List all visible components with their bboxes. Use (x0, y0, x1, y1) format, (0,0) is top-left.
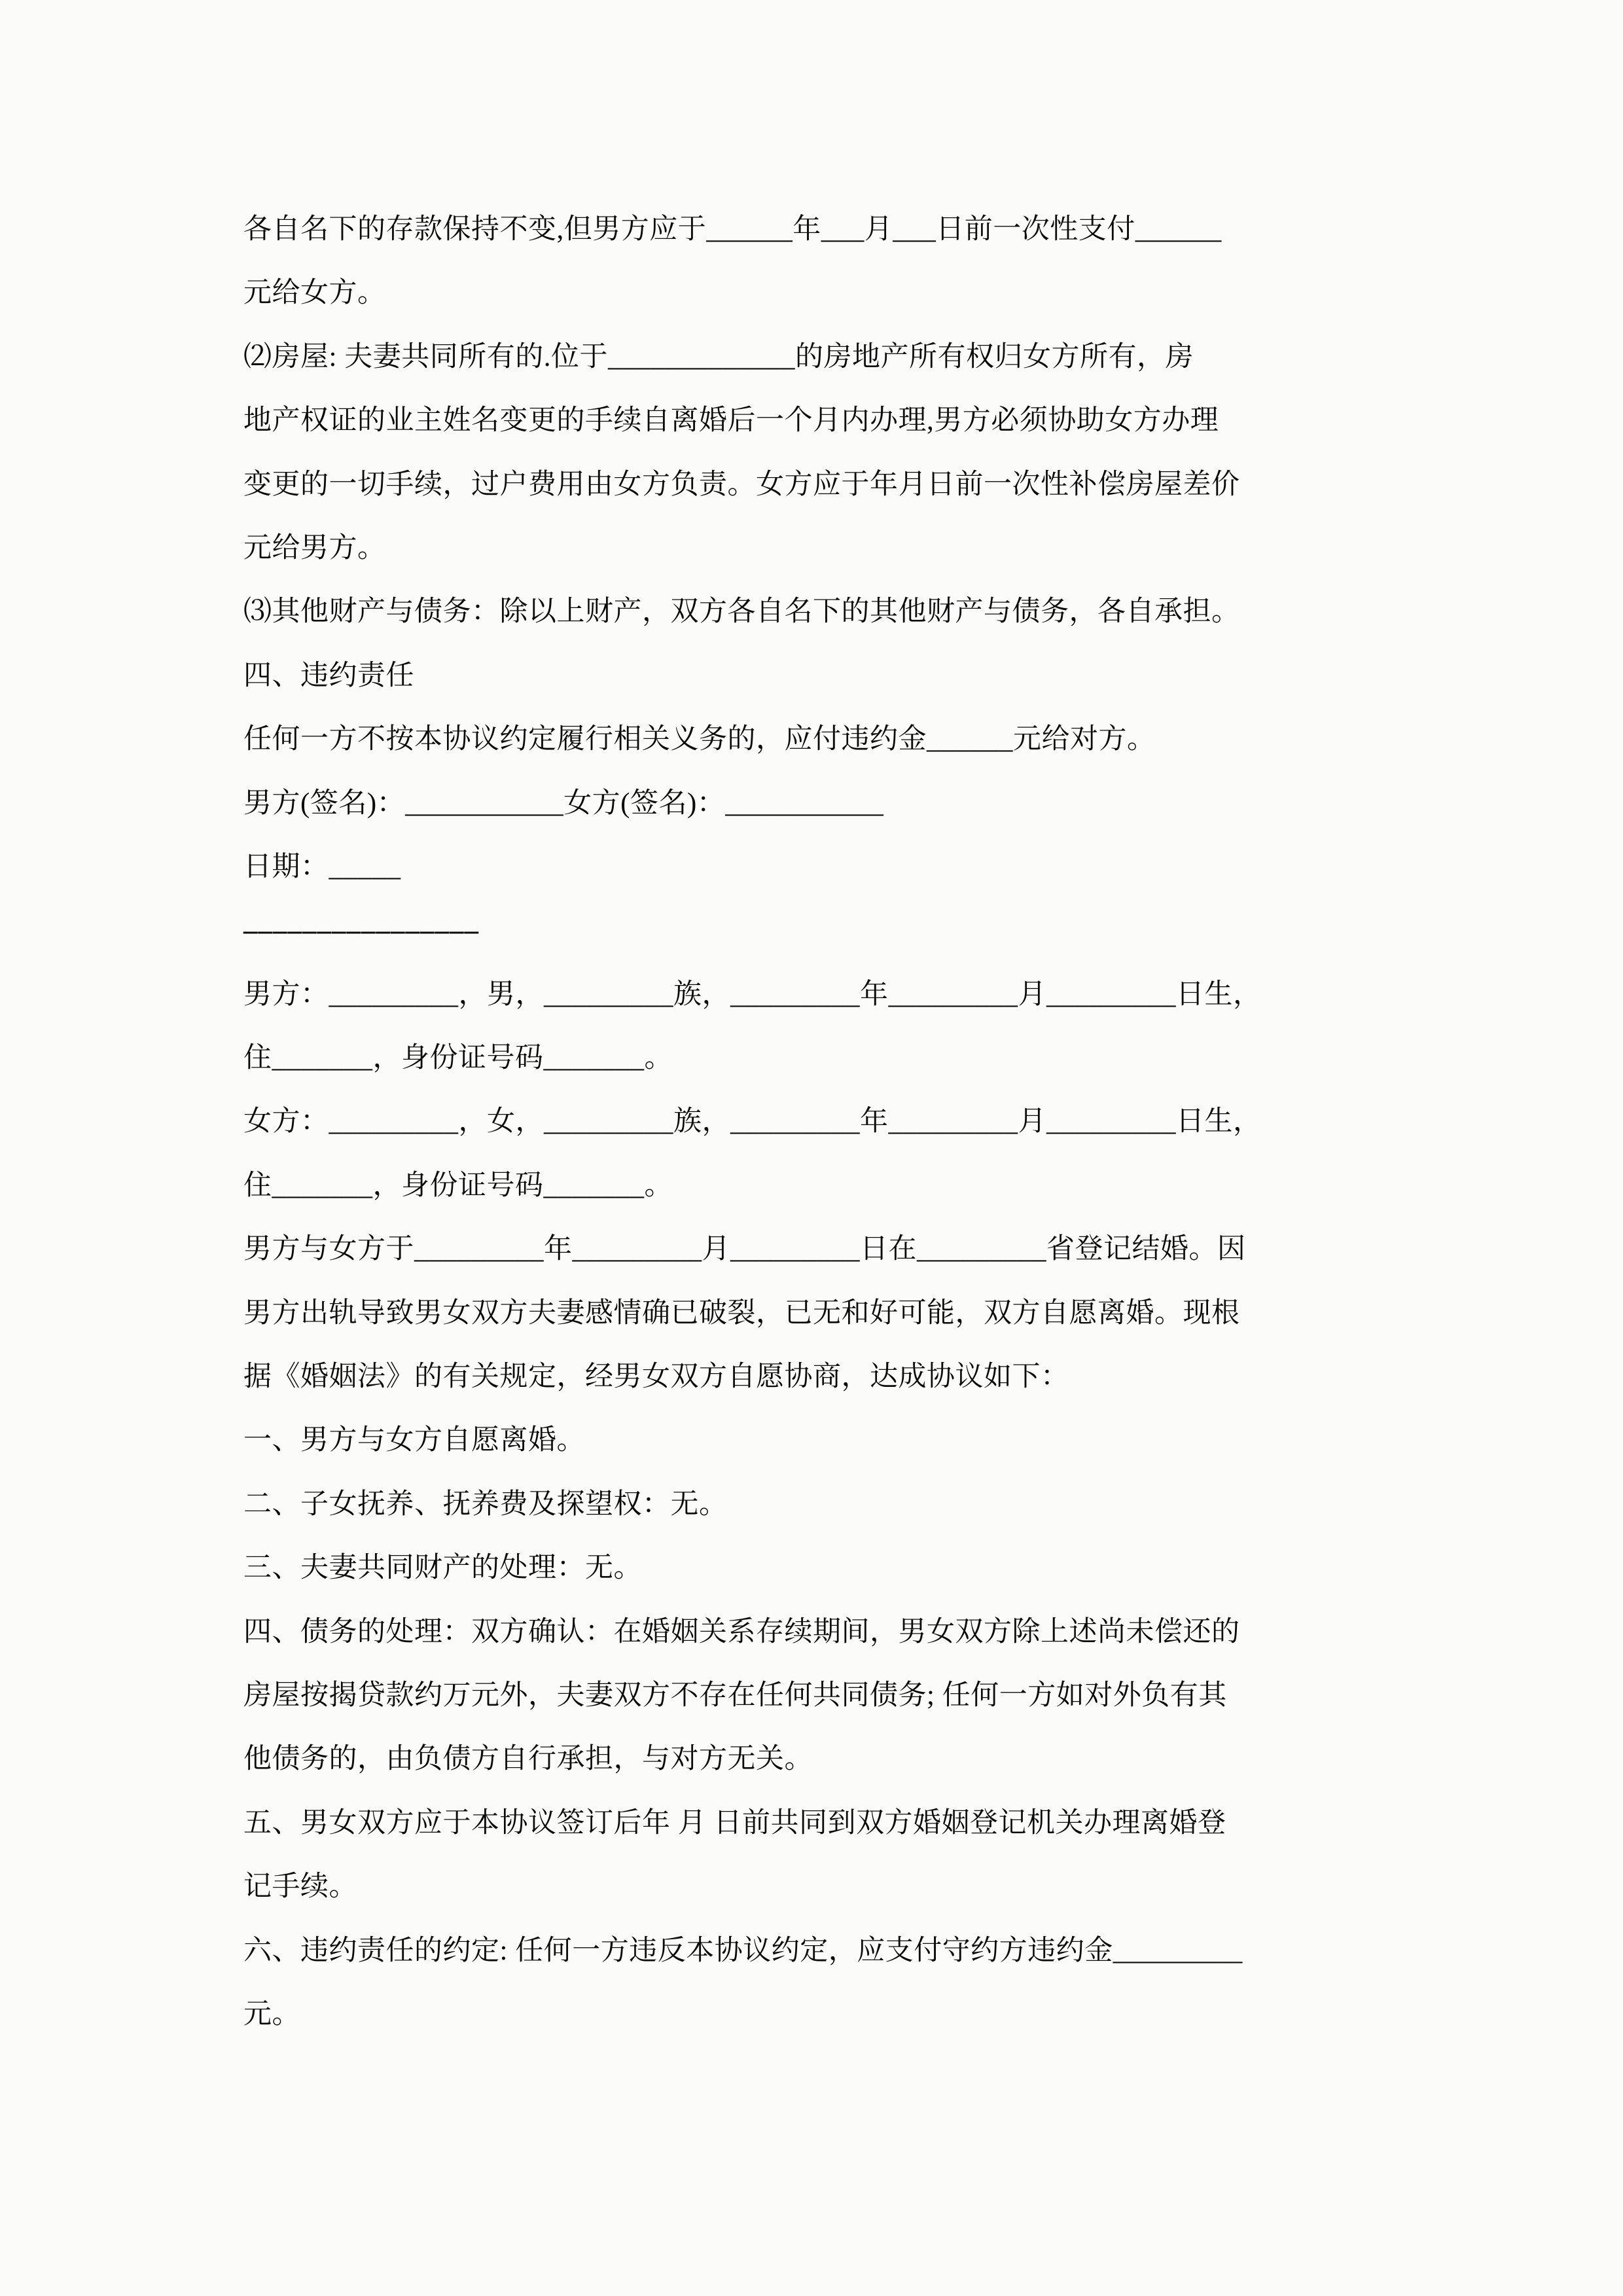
clause-4-line: 四、债务的处理：双方确认：在婚姻关系存续期间，男女双方除上述尚未偿还的 (243, 1616, 1240, 1647)
clause-3-line: 三、夫妻共同财产的处理：无。 (243, 1552, 642, 1584)
text-line: 他债务的，由负债方自行承担，与对方无关。 (243, 1744, 813, 1775)
signature-line: 男方(签名)：___________女方(签名)：___________ (243, 787, 884, 819)
date-line: 日期：_____ (243, 851, 401, 882)
husband-info-line: 男方：_________，男，_________族，_________年_________月_________日生， (243, 978, 1262, 1010)
clause-2-line: 二、子女抚养、抚养费及探望权：无。 (243, 1488, 728, 1520)
text-line: 住_______，身份证号码_______。 (243, 1170, 673, 1201)
text-line: 记手续。 (243, 1871, 357, 1903)
text-line: 任何一方不按本协议约定履行相关义务的，应付违约金______元给对方。 (243, 724, 1156, 755)
text-line: ⑶其他财产与债务：除以上财产，双方各自名下的其他财产与债务，各自承担。 (243, 596, 1240, 628)
text-line: 据《婚姻法》的有关规定，经男女双方自愿协商，达成协议如下： (243, 1361, 1069, 1393)
text-line: 元给男方。 (243, 532, 386, 564)
text-line: 住_______，身份证号码_______。 (243, 1043, 673, 1074)
text-line: 元。 (243, 1998, 300, 2030)
wife-info-line: 女方：_________，女，_________族，_________年_________月_________日生， (243, 1106, 1262, 1138)
clause-6-line: 六、违约责任的约定: 任何一方违反本协议约定，应支付守约方违约金_________ (243, 1935, 1243, 1966)
separator-dash-line: –––––––––––––––– (243, 915, 479, 946)
clause-1-line: 一、男方与女方自愿离婚。 (243, 1425, 585, 1456)
text-line: 元给女方。 (243, 278, 386, 309)
text-line: 各自名下的存款保持不变,但男方应于______年___月___日前一次性支付______ (243, 214, 1222, 245)
text-line: 房屋按揭贷款约万元外，夫妻双方不存在任何共同债务; 任何一方如对外负有其 (243, 1679, 1227, 1711)
text-line: 男方与女方于_________年_________月_________日在_________省登记结婚。因 (243, 1234, 1246, 1265)
text-line: ⑵房屋: 夫妻共同所有的.位于_____________的房地产所有权归女方所有，房 (243, 341, 1194, 372)
text-line: 男方出轨导致男女双方夫妻感情确已破裂，已无和好可能，双方自愿离婚。现根 (243, 1297, 1240, 1329)
section-heading-breach-liability: 四、违约责任 (243, 660, 414, 691)
text-line: 地产权证的业主姓名变更的手续自离婚后一个月内办理,男方必须协助女方办理 (243, 405, 1219, 437)
document-body (243, 198, 1400, 2046)
text-line: 变更的一切手续，过户费用由女方负责。女方应于年月日前一次性补偿房屋差价 (243, 469, 1240, 500)
clause-5-line: 五、男女双方应于本协议签订后年 月 日前共同到双方婚姻登记机关办理离婚登 (243, 1807, 1226, 1839)
